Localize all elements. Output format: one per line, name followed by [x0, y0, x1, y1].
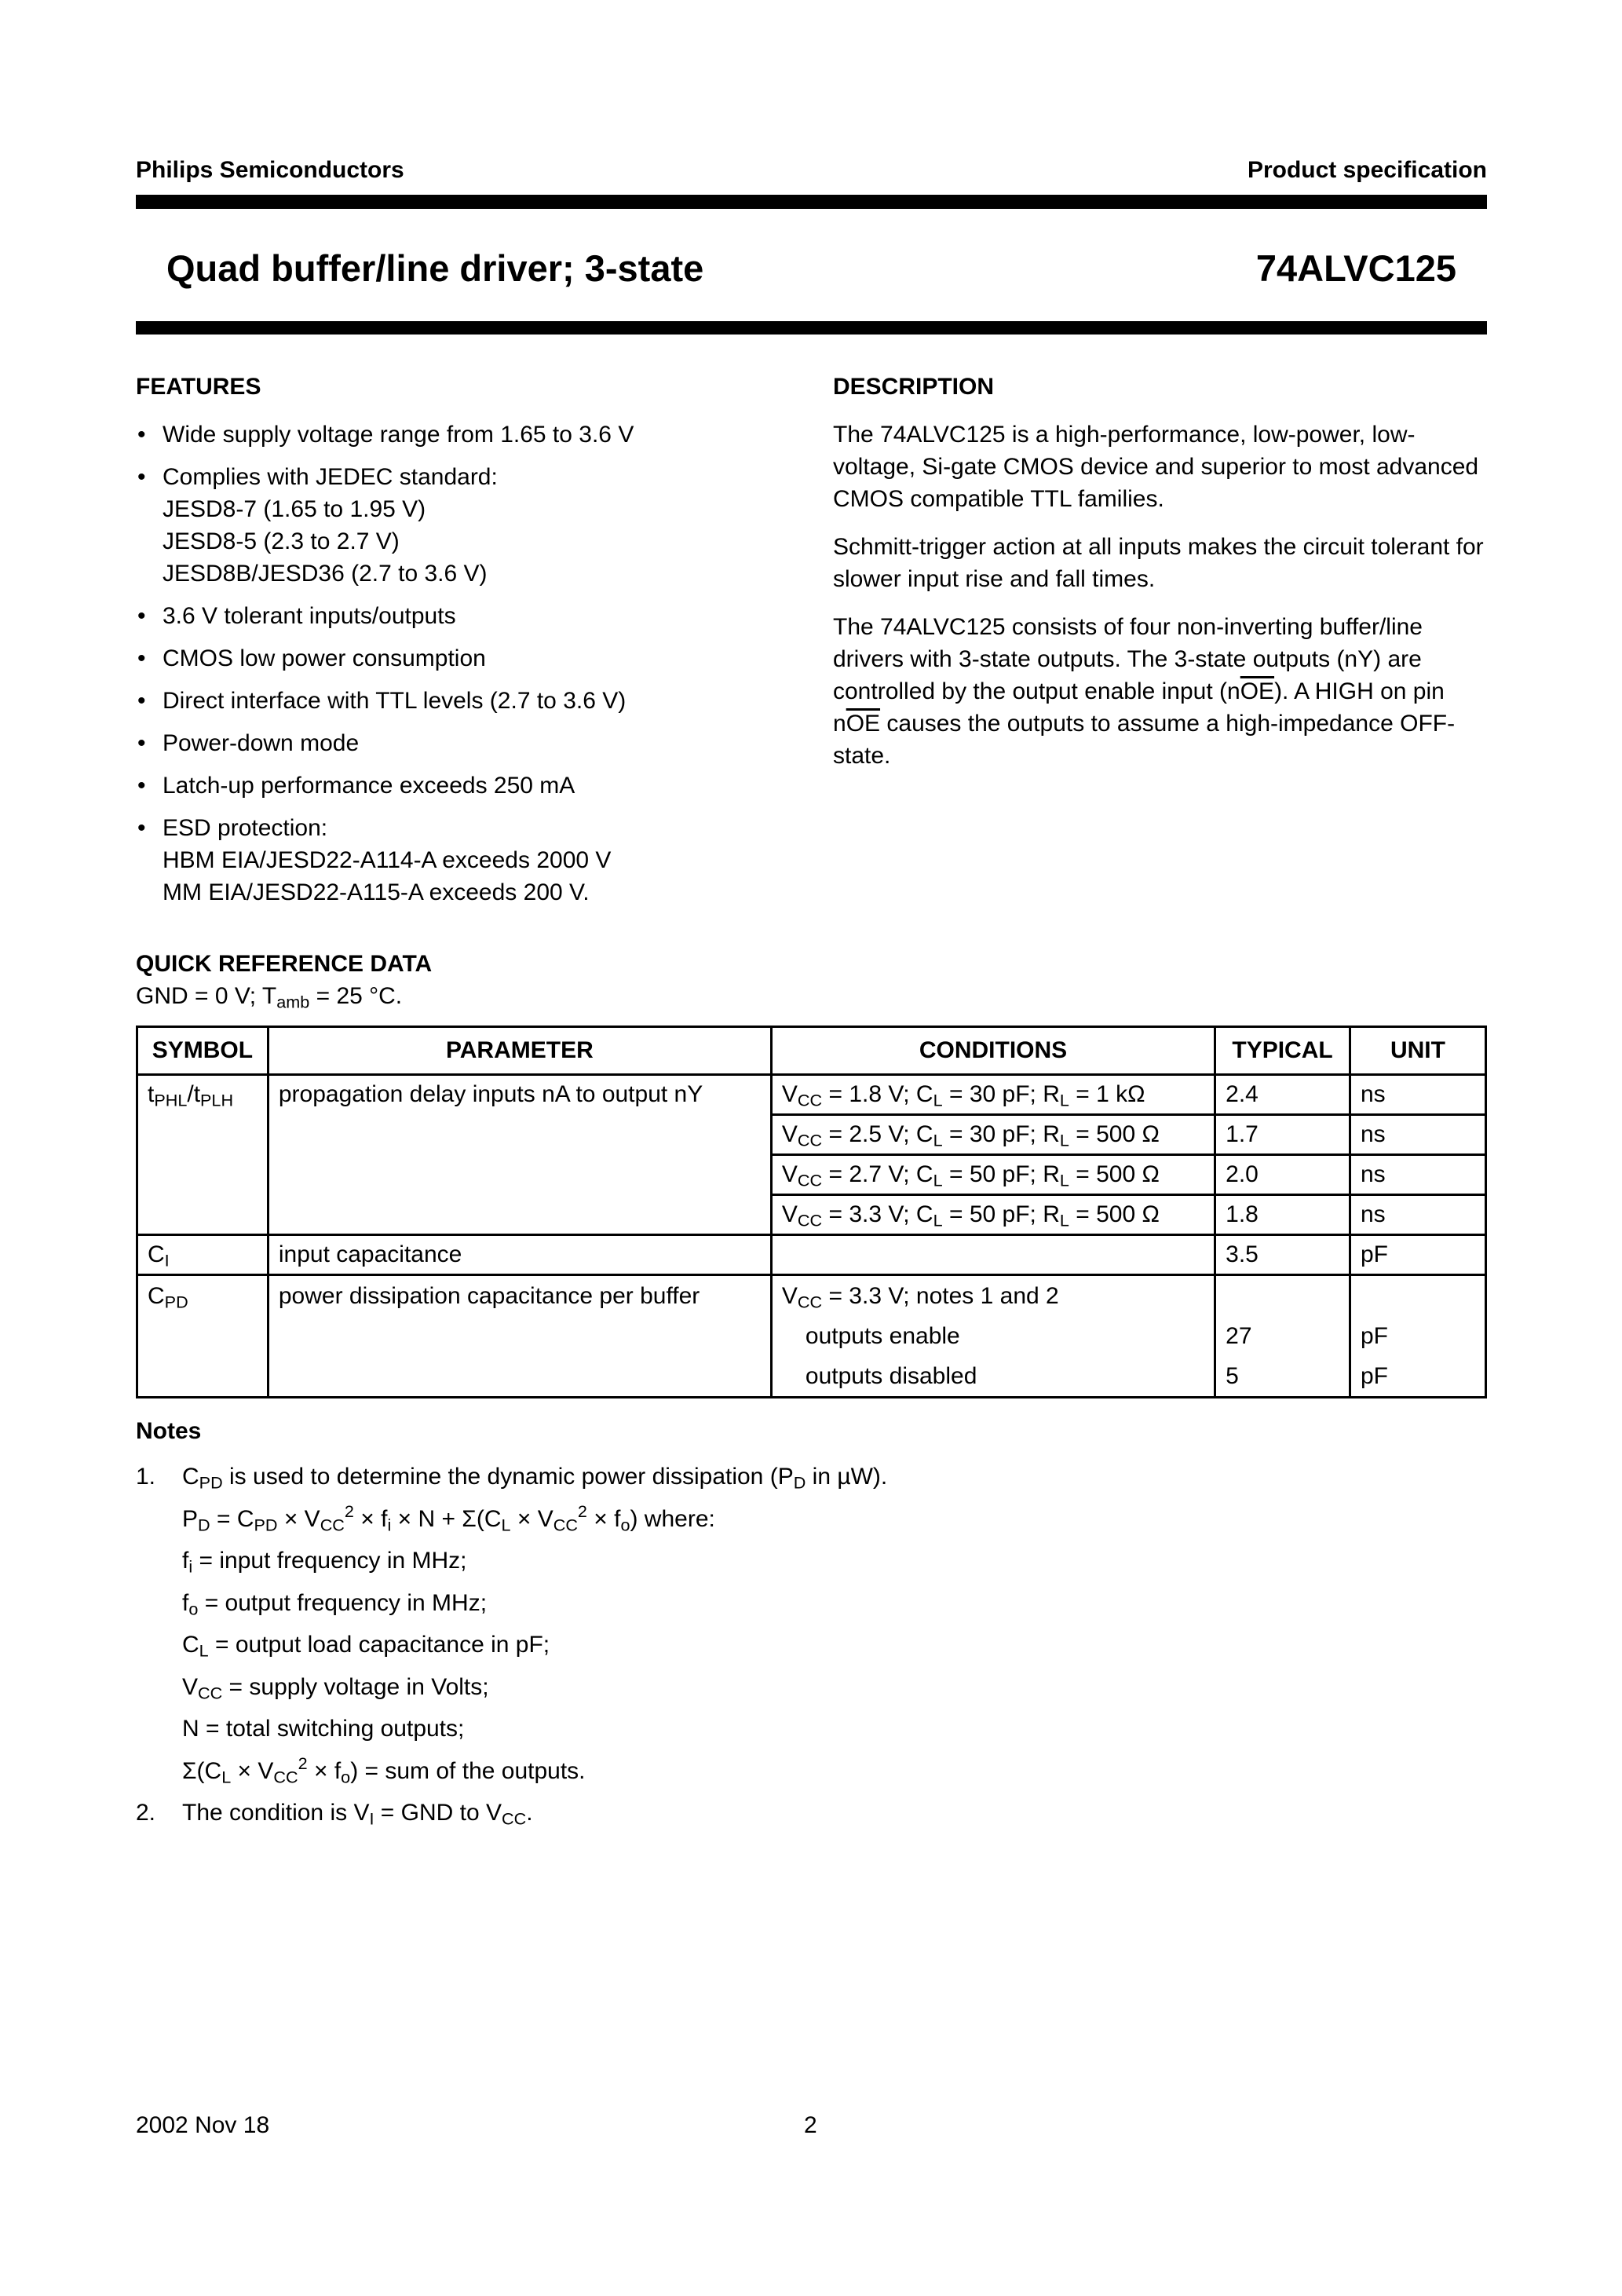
features-heading: FEATURES [136, 374, 261, 400]
typical-value: 5 [1226, 1363, 1239, 1389]
part-number: 74ALVC125 [1255, 247, 1456, 289]
subscript: PHL [154, 1090, 188, 1110]
unit-value: pF [1360, 1363, 1388, 1389]
rl-value: 500 Ω [1096, 1121, 1160, 1147]
rl-value: 500 Ω [1096, 1201, 1160, 1227]
conditions-cell: $V_{CC} = 3.3$ V; $C_L = 50$ pF; $R_L = 500$ Ω [771, 1195, 1215, 1235]
note-line: N = total switching outputs; [182, 1716, 465, 1742]
unit-cell [1350, 1275, 1485, 1398]
feature-item [136, 770, 780, 802]
unit-value: pF [1360, 1323, 1388, 1349]
features-list [136, 419, 780, 919]
text-run: C [148, 1283, 165, 1309]
feature-text: Latch-up performance exceeds 250 mA [163, 773, 575, 799]
note-line: $f_i$ = input frequency in MHz; [182, 1548, 467, 1577]
subscript: PD [164, 1292, 188, 1312]
text-run: = input frequency in MHz; [192, 1548, 467, 1574]
note-number: 1. [136, 1464, 156, 1490]
feature-text: CMOS low power consumption [163, 645, 486, 671]
feature-item [136, 600, 780, 632]
text-run: The condition is V [182, 1800, 370, 1826]
text-run: in µW). [806, 1464, 888, 1490]
text-run: ) = sum of the outputs. [350, 1757, 586, 1784]
symbol-cell [137, 1235, 269, 1275]
conditions-cell: $V_{CC} = 2.7$ V; $C_L = 50$ pF; $R_L = 500$ Ω [771, 1155, 1215, 1195]
page-title: Quad buffer/line driver; 3-state [166, 247, 704, 289]
conditions-cell: $V_{CC} = 1.8$ V; $C_L = 30$ pF; $R_L = 1$ kΩ [771, 1075, 1215, 1115]
vcc-value: 2.5 V [849, 1121, 904, 1147]
parameter-cell [268, 1275, 771, 1398]
subscript: I [164, 1250, 170, 1270]
column-header-typical: TYPICAL [1215, 1027, 1350, 1075]
company-name: Philips Semiconductors [136, 157, 404, 183]
cl-value: 30 pF [969, 1081, 1030, 1107]
conditions-cell [771, 1235, 1215, 1275]
column-header-conditions: CONDITIONS [771, 1027, 1215, 1075]
note-line: The condition is $V_I$ = GND to $V_{CC}$. [182, 1800, 533, 1829]
feature-subtext: MM EIA/JESD22-A115-A exceeds 200 V. [163, 879, 590, 905]
cl-value: 30 pF [969, 1121, 1030, 1147]
vcc-value: 2.7 V [849, 1161, 904, 1187]
vcc-value: 1.8 V [849, 1081, 904, 1107]
note-2 [136, 1792, 1470, 1834]
text-run: t [148, 1081, 155, 1107]
note-line: $f_o$ = output frequency in MHz; [182, 1589, 488, 1618]
typical-value: 27 [1226, 1323, 1252, 1349]
typical-cell: 1.7 [1215, 1115, 1350, 1155]
description-body [833, 419, 1492, 788]
note-formula: $P_D = C_{PD} \times V_{CC}^2 \times f_i \times N + \Sigma(C_L \times V_{CC}^2 \times f_o)$ where: [182, 1501, 715, 1534]
typical-cell [1215, 1275, 1350, 1398]
header-rule-top [136, 195, 1487, 209]
text-run: causes the outputs to assume a high-impedance OFF-state. [833, 711, 1456, 769]
notes-section [136, 1420, 1470, 1834]
vcc-value: 3.3 V [849, 1201, 904, 1227]
feature-item [136, 642, 780, 675]
unit-cell: ns [1350, 1115, 1485, 1155]
text-run: power dissipation capacitance per buffer [278, 1283, 700, 1309]
text-run: = GND to V [374, 1800, 502, 1826]
table-row [137, 1075, 1486, 1115]
conditions-cell: $V_{CC} = 2.5$ V; $C_L = 30$ pF; $R_L = 500$ Ω [771, 1115, 1215, 1155]
rl-value: 500 Ω [1096, 1161, 1160, 1187]
description-paragraph: Schmitt-trigger action at all inputs makes the circuit tolerant for slower input rise and fall times. [833, 534, 1484, 592]
feature-subtext: JESD8-7 (1.65 to 1.95 V) [163, 496, 426, 522]
feature-item [136, 812, 780, 909]
note-line: $V_{CC}$ = supply voltage in Volts; [182, 1673, 489, 1702]
feature-subtext: JESD8-5 (2.3 to 2.7 V) [163, 528, 400, 554]
document-type: Product specification [1247, 157, 1487, 183]
conditions-cell: $V_{CC} = 3.3$ V; notes 1 and 2 outputs enable outputs disabled [771, 1275, 1215, 1398]
feature-text: Direct interface with TTL levels (2.7 to 3.6 V) [163, 688, 627, 714]
quick-reference-conditions [136, 983, 403, 1012]
text-run: GND = 0 V; T [136, 983, 277, 1009]
text-run: ). A HIGH on pin n [833, 678, 1445, 737]
table-row [137, 1235, 1486, 1275]
bullet-icon: • [137, 730, 146, 756]
cl-value: 50 pF [969, 1201, 1030, 1227]
unit-cell: ns [1350, 1075, 1485, 1115]
bullet-icon: • [137, 688, 146, 714]
overlined-signal: $\overline{OE}$ [1240, 678, 1275, 704]
quick-reference-table [136, 1026, 1487, 1398]
text-run: is used to determine the dynamic power dissipation (P [222, 1464, 794, 1490]
unit-cell: ns [1350, 1195, 1485, 1235]
parameter-cell: propagation delay inputs nA to output nY [268, 1075, 771, 1235]
feature-item [136, 419, 780, 451]
feature-item [136, 727, 780, 759]
notes-heading: Notes [136, 1418, 202, 1444]
subscript: amb [276, 992, 310, 1012]
bullet-icon: • [137, 645, 146, 671]
cl-value: 50 pF [969, 1161, 1030, 1187]
unit-cell: pF [1350, 1235, 1485, 1275]
footer-date: 2002 Nov 18 [136, 2112, 270, 2138]
bullet-icon: • [137, 464, 146, 490]
text-run: /t [187, 1081, 201, 1107]
quick-reference-heading: QUICK REFERENCE DATA [136, 951, 433, 977]
typical-cell: 2.4 [1215, 1075, 1350, 1115]
column-header-parameter: PARAMETER [268, 1027, 771, 1075]
feature-text: 3.6 V tolerant inputs/outputs [163, 603, 456, 629]
column-header-symbol: SYMBOL [137, 1027, 269, 1075]
bullet-icon: • [137, 603, 146, 629]
text-run: = supply voltage in Volts; [222, 1673, 489, 1700]
feature-item [136, 461, 780, 590]
description-paragraph [833, 611, 1492, 772]
text-run: C [148, 1241, 165, 1267]
symbol-cell [137, 1275, 269, 1398]
typical-cell: 2.0 [1215, 1155, 1350, 1195]
note-1 [136, 1456, 1470, 1792]
column-header-unit: UNIT [1350, 1027, 1485, 1075]
overlined-signal: $\overline{OE}$ [846, 711, 881, 737]
bullet-icon: • [137, 815, 146, 841]
description-heading: DESCRIPTION [833, 374, 995, 400]
rl-value: 1 kΩ [1096, 1081, 1145, 1107]
sub-condition: outputs enable [805, 1323, 960, 1349]
typical-cell: 1.8 [1215, 1195, 1350, 1235]
sub-condition: outputs disabled [805, 1363, 977, 1389]
note-line: $\Sigma(C_L \times V_{CC}^2 \times f_o)$ = sum of the outputs. [182, 1753, 586, 1786]
parameter-cell: input capacitance [268, 1235, 771, 1275]
unit-cell: ns [1350, 1155, 1485, 1195]
table-row [137, 1275, 1486, 1398]
feature-item [136, 685, 780, 717]
description-paragraph: The 74ALVC125 is a high-performance, low-power, low-voltage, Si-gate CMOS device and superior to most advanced CMOS compatible TTL families. [833, 422, 1479, 512]
text-run: . [526, 1800, 533, 1826]
note-line: $C_L$ = output load capacitance in pF; [182, 1632, 550, 1661]
note-number: 2. [136, 1800, 156, 1826]
feature-text: ESD protection: [163, 815, 328, 841]
feature-subtext: HBM EIA/JESD22-A114-A exceeds 2000 V [163, 847, 612, 873]
feature-subtext: JESD8B/JESD36 (2.7 to 3.6 V) [163, 561, 488, 587]
text-run: The 74ALVC125 consists of four non-inverting buffer/line drivers with 3-state outputs. The 3-state outputs (nY) are controlled by the output enable input (n [833, 614, 1423, 704]
note-line: $C_{PD}$ is used to determine the dynamic power dissipation ($P_D$ in µW). [182, 1464, 888, 1493]
feature-text: Power-down mode [163, 730, 360, 756]
text-run: = 3.3 V; notes 1 and 2 [822, 1283, 1059, 1309]
bullet-icon: • [137, 773, 146, 799]
feature-text: Wide supply voltage range from 1.65 to 3.6 V [163, 422, 634, 448]
feature-text: Complies with JEDEC standard: [163, 464, 498, 490]
table-header-row [137, 1027, 1486, 1075]
text-run: = output frequency in MHz; [198, 1589, 488, 1616]
subscript: PLH [200, 1090, 234, 1110]
bullet-icon: • [137, 422, 146, 448]
typical-cell: 3.5 [1215, 1235, 1350, 1275]
header-rule-bottom [136, 321, 1487, 335]
text-run: = 25 °C. [309, 983, 403, 1009]
page-number: 2 [804, 2112, 817, 2138]
symbol-cell [137, 1075, 269, 1235]
text-run: = output load capacitance in pF; [208, 1632, 550, 1658]
